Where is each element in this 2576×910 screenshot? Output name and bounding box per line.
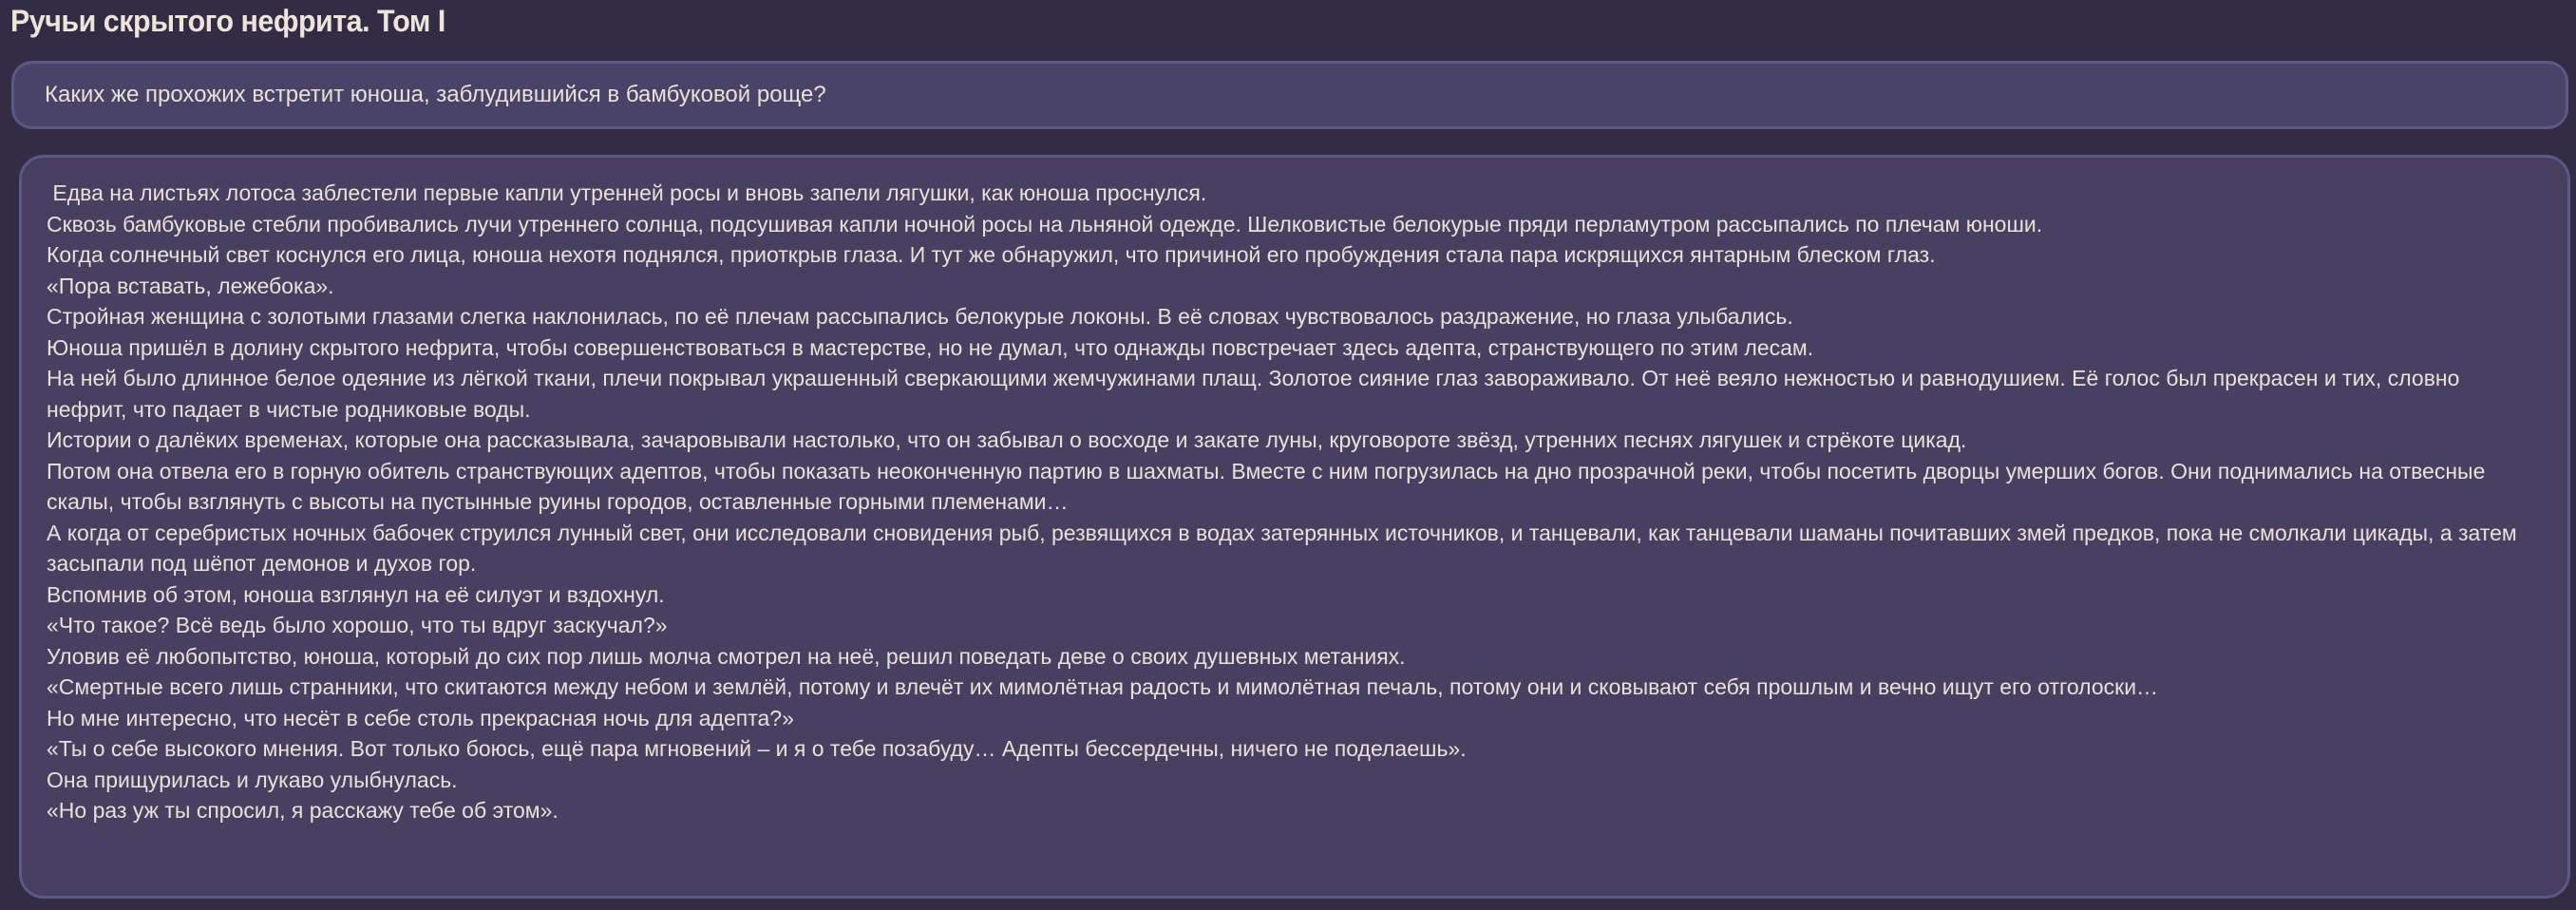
story-paragraph: На ней было длинное белое одеяние из лёгкой ткани, плечи покрывал украшенный сверкающими жемчужинами плащ. Золотое сияние глаз завораживало. От неё веяло нежностью и равнодушием. Её голос был прекрасен и тих, словно нефрит, что падает в чистые родниковые воды. [47,366,2466,422]
story-paragraph: «Что такое? Всё ведь было хорошо, что ты вдруг заскучал?» [47,613,668,637]
story-paragraph: Вспомнив об этом, юноша взглянул на её силуэт и вздохнул. [47,581,665,607]
story-paragraph: Уловив её любопытство, юноша, который до сих пор лишь молча смотрел на неё, решил поведать деве о своих душевных метаниях. [47,643,1406,669]
page-title: Ручьи скрытого нефрита. Том I [10,4,445,38]
story-paragraph: Стройная женщина с золотыми глазами слегка наклонилась, по её плечам рассыпались белокурые локоны. В её словах чувствовалось раздражение, но глаза улыбались. [47,304,1793,329]
prompt-box [11,61,2568,129]
story-paragraph: Сквозь бамбуковые стебли пробивались лучи утреннего солнца, подсушивая капли ночной росы на льняной одежде. Шелковистые белокурые пряди перламутром рассыпались по плечам юноши. [47,211,2043,237]
story-paragraph: Едва на листьях лотоса заблестели первые капли утренней росы и вновь запели лягушки, как юноша проснулся. [47,180,1207,205]
story-paragraph: «Но раз уж ты спросил, я расскажу тебе об этом». [47,798,559,823]
story-box [19,155,2570,899]
story-paragraph: Потом она отвела его в горную обитель странствующих адептов, чтобы показать неоконченную партию в шахматы. Вместе с ним погрузилась на дно прозрачной реки, чтобы посетить дворцы умерших богов. Они поднимались на отвесные скалы, чтобы взглянуть с высоты на пустынные руины городов, оставленные горными племенами… [47,458,2491,514]
story-paragraph: Она прищурилась и лукаво улыбнулась. [47,767,458,792]
story-paragraph: А когда от серебристых ночных бабочек струился лунный свет, они исследовали сновидения рыб, резвящихся в водах затерянных источников, и танцевали, как танцевали шаманы почитавших змей предков, пока не смолкали цикады, а затем засыпали под шёпот демонов и духов гор. [47,520,2524,576]
story-paragraph: «Пора вставать, лежебока». [47,273,334,298]
prompt-text: Каких же прохожих встретит юноша, заблудившийся в бамбуковой роще? [45,82,826,107]
story-paragraph: Юноша пришёл в долину скрытого нефрита, чтобы совершенствоваться в мастерстве, но не думал, что однажды повстречает здесь адепта, странствующего по этим лесам. [47,334,1814,360]
story-paragraph: «Смертные всего лишь странники, что скитаются между небом и землёй, потому и влечёт их мимолётная радость и мимолётная печаль, потому они и сковывают себя прошлым и вечно ищут его отголоски… [47,674,2159,699]
story-paragraph: «Ты о себе высокого мнения. Вот только боюсь, ещё пара мгновений – и я о тебе позабуду… Адепты бессердечны, ничего не поделаешь». [47,736,1467,761]
story-paragraph: Но мне интересно, что несёт в себе столь прекрасная ночь для адепта?» [47,705,794,730]
story-paragraph: Истории о далёких временах, которые она рассказывала, зачаровывали настолько, что он забывал о восходе и закате луны, круговороте звёзд, утренних песнях лягушек и стрёкоте цикад. [47,427,1967,452]
story-paragraph: Когда солнечный свет коснулся его лица, юноша нехотя поднялся, приоткрыв глаза. И тут же обнаружил, что причиной его пробуждения стала пара искрящихся янтарным блеском глаз. [47,242,1936,267]
